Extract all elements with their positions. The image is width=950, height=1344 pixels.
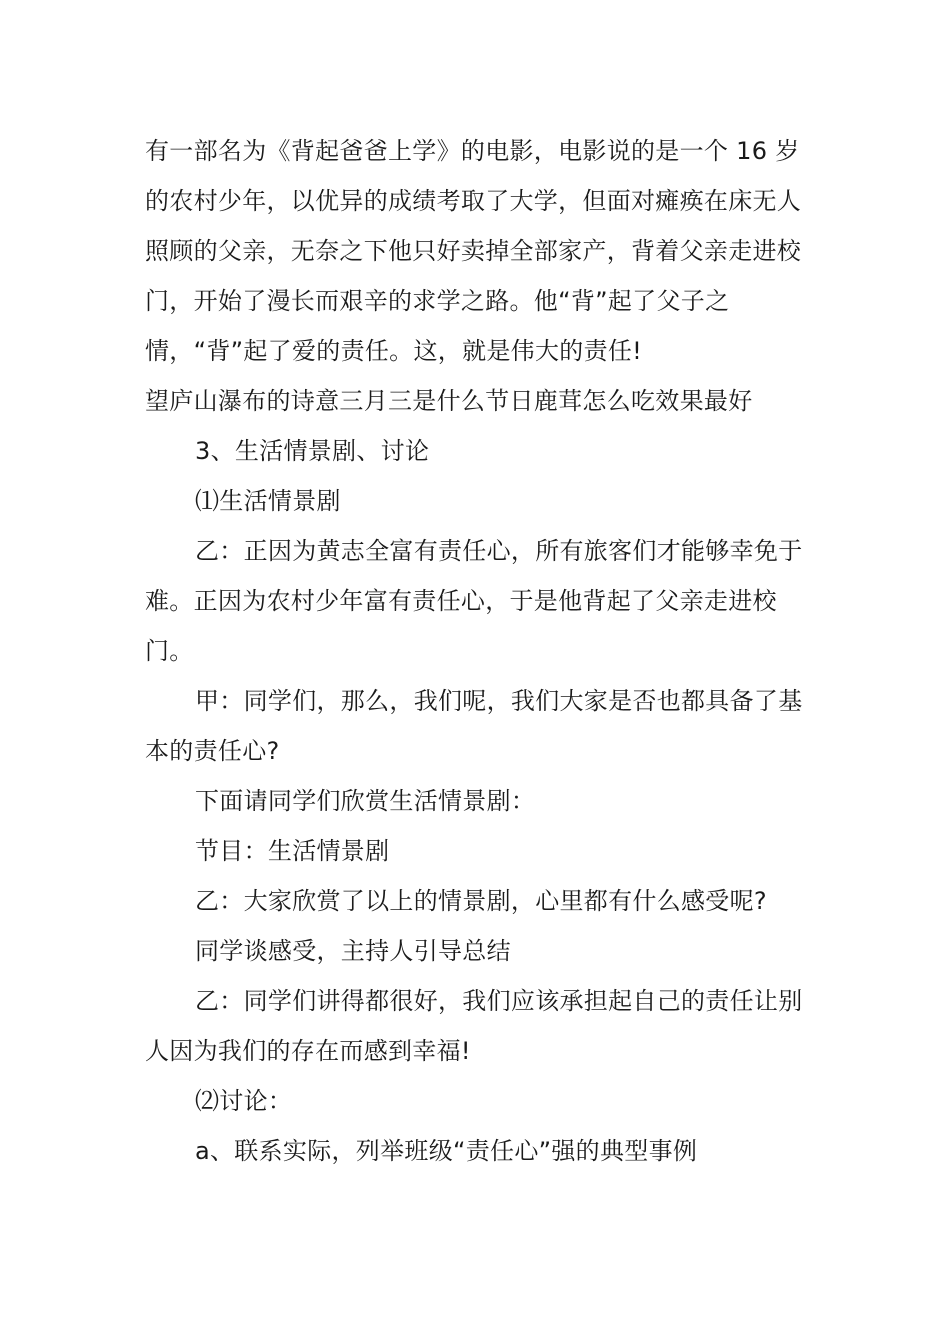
paragraph-movie-intro: 有一部名为《背起爸爸上学》的电影，电影说的是一个 16 岁的农村少年，以优异的成绩考取了大学，但面对瘫痪在床无人照顾的父亲，无奈之下他只好卖掉全部家产，背着父亲走进校门，开始了漫长而艰辛的求学之路。他“背”起了父子之情，“背”起了爱的责任。这，就是伟大的责任! bbox=[145, 137, 802, 365]
paragraph-yi-2: 乙：大家欣赏了以上的情景剧，心里都有什么感受呢? bbox=[195, 887, 767, 915]
paragraph-yi-1: 乙：正因为黄志全富有责任心，所有旅客们才能够幸免于难。正因为农村少年富有责任心，于是他背起了父亲走进校门。 bbox=[145, 537, 803, 665]
paragraph-program: 节目：生活情景剧 bbox=[195, 837, 390, 865]
subheading-discussion: ⑵讨论： bbox=[195, 1087, 293, 1115]
paragraph-stray-line: 望庐山瀑布的诗意三月三是什么节日鹿茸怎么吃效果最好 bbox=[145, 387, 753, 415]
paragraph-invite: 下面请同学们欣赏生活情景剧： bbox=[195, 787, 536, 815]
paragraph-jia-1: 甲：同学们，那么，我们呢，我们大家是否也都具备了基本的责任心? bbox=[145, 687, 803, 765]
paragraph-yi-3: 乙：同学们讲得都很好，我们应该承担起自己的责任让别人因为我们的存在而感到幸福! bbox=[145, 987, 803, 1065]
subheading-life-drama: ⑴生活情景剧 bbox=[195, 487, 341, 515]
section-heading-3: 3、生活情景剧、讨论 bbox=[195, 437, 430, 465]
document-body bbox=[145, 126, 810, 1176]
paragraph-summary: 同学谈感受，主持人引导总结 bbox=[195, 937, 511, 965]
paragraph-item-a: a、联系实际，列举班级“责任心”强的典型事例 bbox=[195, 1137, 698, 1165]
